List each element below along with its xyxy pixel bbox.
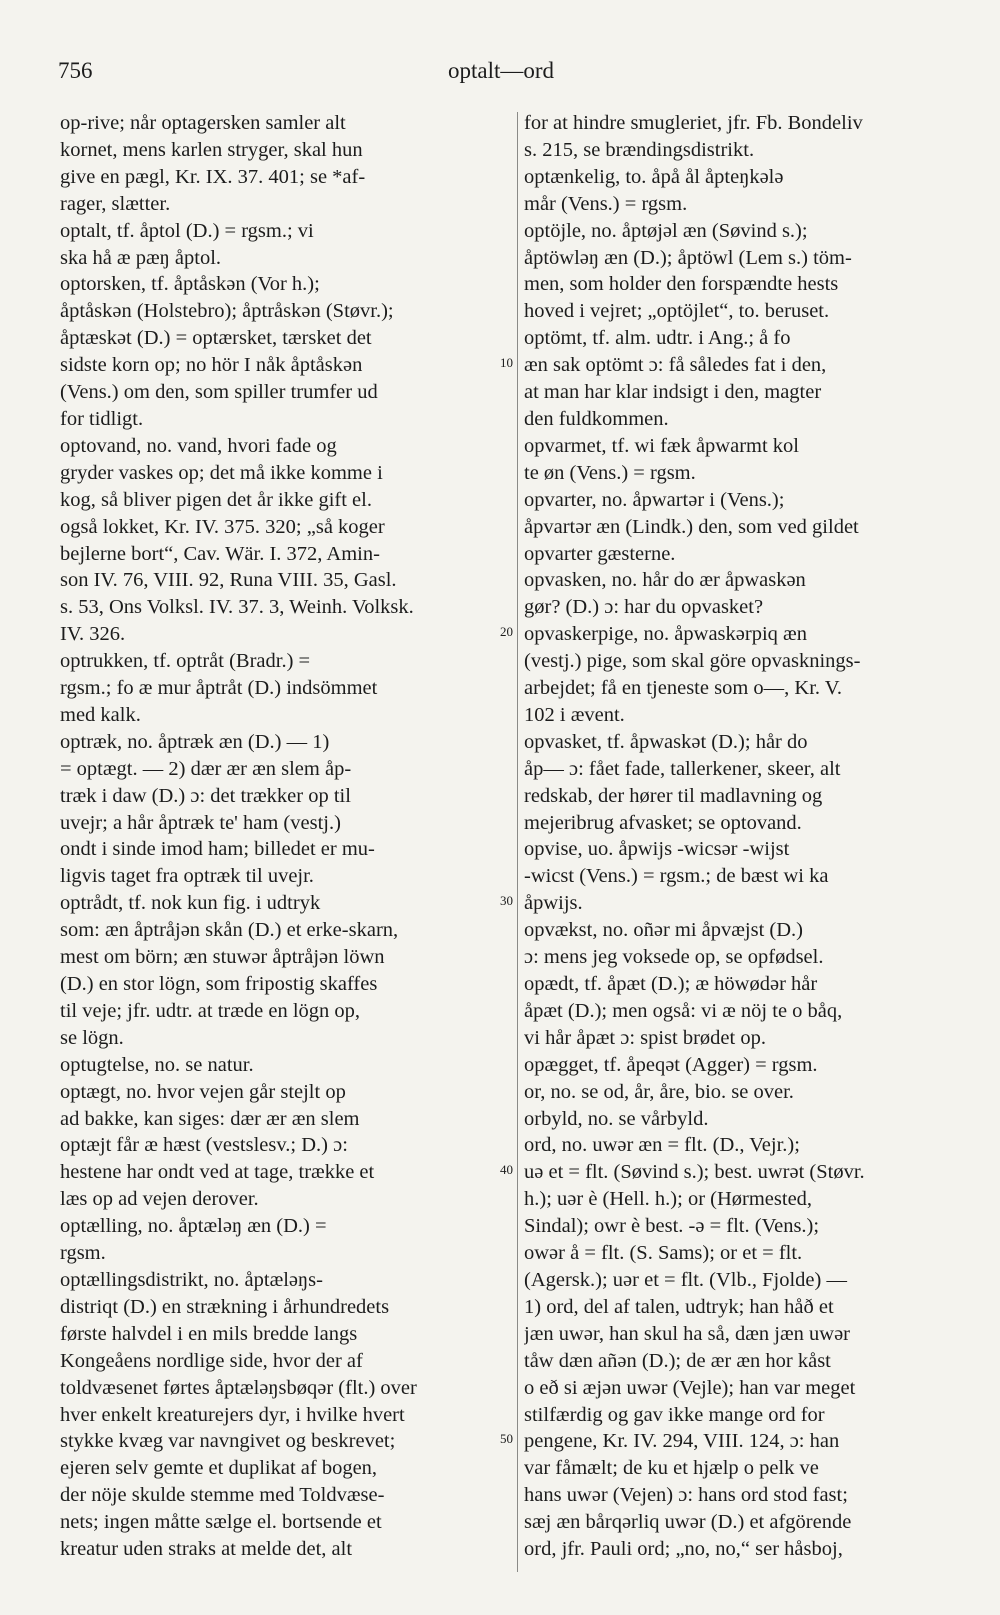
line-number: 20 <box>500 624 513 639</box>
text-line: opvasket, tf. åpwaskət (D.); hår do <box>524 730 808 753</box>
text-line: s. 215, se brændingsdistrikt. <box>524 138 755 161</box>
text-line: optræk, no. åptræk æn (D.) — 1) <box>60 730 330 753</box>
text-line: optömt, tf. alm. udtr. i Ang.; å fo <box>524 327 791 350</box>
text-line: første halvdel i en mils bredde langs <box>60 1322 358 1345</box>
text-line: (D.) en stor lögn, som fripostig skaffes <box>60 973 378 995</box>
page-number: 756 <box>58 58 93 83</box>
text-line: optæjt får æ hæst (vestslesv.; D.) ɔ: <box>60 1134 348 1157</box>
line-number: 10 <box>500 355 513 370</box>
text-line: men, som holder den forspændte hests <box>524 273 839 296</box>
text-line: opvise, uo. åpwijs -wicsər -wijst <box>524 838 790 861</box>
text-line: sæj æn bårqərliq uwər (D.) et afgörende <box>524 1511 852 1534</box>
text-line: (Vens.) om den, som spiller trumfer ud <box>60 381 378 404</box>
text-line: til veje; jfr. udtr. at træde en lögn op, <box>60 999 361 1022</box>
text-line: IV. 326. <box>60 623 126 646</box>
text-line: rgsm.; fo æ mur åptråt (D.) indsömmet <box>60 677 378 700</box>
text-line: 1) ord, del af talen, udtryk; han håð et <box>524 1295 834 1318</box>
text-line: -wicst (Vens.) = rgsm.; de bæst wi ka <box>524 865 829 888</box>
text-line: opædt, tf. åpæt (D.); æ höwødər hår <box>524 973 818 995</box>
text-line: mest om börn; æn stuwər åptråjən löwn <box>60 946 385 969</box>
text-line: at man har klar indsigt i den, magter <box>524 381 822 404</box>
text-line: opægget, tf. åpeqət (Agger) = rgsm. <box>524 1053 818 1076</box>
text-line: rgsm. <box>60 1242 106 1265</box>
text-line: optrådt, tf. nok kun fig. i udtryk <box>60 892 321 915</box>
text-line: uvejr; a hår åptræk te' ham (vestj.) <box>60 811 341 834</box>
text-line: Sindal); owr è best. -ə = flt. (Vens.); <box>524 1215 820 1238</box>
text-line: optælling, no. åptæləŋ æn (D.) = <box>60 1215 327 1238</box>
text-line: opvarter, no. åpwartər i (Vens.); <box>524 488 785 511</box>
text-line: ɔ: mens jeg voksede op, se opfødsel. <box>524 946 824 969</box>
text-line: se lögn. <box>60 1026 124 1049</box>
text-line: æn sak optömt ɔ: få således fat i den, <box>524 354 827 377</box>
line-number: 40 <box>500 1162 513 1177</box>
line-number: 30 <box>500 893 513 908</box>
text-line: ord, no. uwər æn = flt. (D., Vejr.); <box>524 1134 800 1157</box>
text-line: Kongeåens nordlige side, hvor der af <box>60 1349 363 1372</box>
text-line: hoved i vejret; „optöjlet“, to. beruset. <box>524 300 830 323</box>
left-column <box>60 110 515 1563</box>
text-line: o eð si æjən uwər (Vejle); han var meget <box>524 1376 856 1399</box>
text-line: = optægt. — 2) dær ær æn slem åp- <box>60 757 352 780</box>
text-line: opvarter gæsterne. <box>524 542 676 565</box>
text-line: or, no. se od, år, åre, bio. se over. <box>524 1080 794 1103</box>
text-line: stykke kvæg var navngivet og beskrevet; <box>60 1430 396 1453</box>
running-head: optalt—ord <box>448 58 555 83</box>
text-line: 102 i ævent. <box>524 703 625 726</box>
text-line: sidste korn op; no hör I nåk åptåskən <box>60 354 363 377</box>
text-line: optugtelse, no. se natur. <box>60 1053 254 1076</box>
text-line: ad bakke, kan siges: dær ær æn slem <box>60 1107 360 1130</box>
text-line: arbejdet; få en tjeneste som o—, Kr. V. <box>524 677 843 700</box>
text-line: son IV. 76, VIII. 92, Runa VIII. 35, Gasl. <box>60 569 397 592</box>
line-number: 50 <box>500 1431 513 1446</box>
text-line: optrukken, tf. optråt (Bradr.) = <box>60 650 311 673</box>
text-line: bejlerne bort“, Cav. Wär. I. 372, Amin- <box>60 542 380 565</box>
text-line: kreatur uden straks at melde det, alt <box>60 1538 353 1561</box>
text-line: optægt, no. hvor vejen går stejlt op <box>60 1080 346 1103</box>
text-line: optöjle, no. åptøjəl æn (Søvind s.); <box>524 219 808 242</box>
text-line: træk i daw (D.) ɔ: det trækker op til <box>60 784 351 807</box>
text-line: for tidligt. <box>60 407 144 430</box>
text-line: åptæskət (D.) = optærsket, tærsket det <box>60 327 372 350</box>
text-line: åptöwləŋ æn (D.); åptöwl (Lem s.) töm- <box>524 246 852 269</box>
text-line: hestene har ondt ved at tage, trække et <box>60 1161 375 1184</box>
text-line: pengene, Kr. IV. 294, VIII. 124, ɔ: han <box>524 1430 840 1453</box>
text-line: (vestj.) pige, som skal göre opvasknings- <box>524 650 861 673</box>
text-line: redskab, der hører til madlavning og <box>524 784 823 807</box>
text-line: ligvis taget fra optræk til uvejr. <box>60 865 314 888</box>
text-line: give en pægl, Kr. IX. 37. 401; se *af- <box>60 165 366 188</box>
text-line: h.); uər è (Hell. h.); or (Hørmested, <box>524 1188 813 1211</box>
text-line: optællingsdistrikt, no. åptæləŋs- <box>60 1268 323 1291</box>
text-line: ejeren selv gemte et duplikat af bogen, <box>60 1457 378 1480</box>
text-line: uə et = flt. (Søvind s.); best. uwrət (Støvr. <box>524 1161 865 1184</box>
text-line: toldvæsenet førtes åptæləŋsbøqər (flt.) over <box>60 1376 417 1399</box>
text-line: var fåmælt; de ku et hjælp o pelk ve <box>524 1457 819 1480</box>
text-line: også lokket, Kr. IV. 375. 320; „så koger <box>60 515 385 538</box>
text-line: åpæt (D.); men også: vi æ nöj te o båq, <box>524 999 843 1022</box>
text-line: stilfærdig og gav ikke mange ord for <box>524 1403 825 1426</box>
text-line: ondt i sinde imod ham; billedet er mu- <box>60 838 375 861</box>
text-line: kog, så bliver pigen det år ikke gift el. <box>60 488 372 511</box>
column-divider <box>517 112 518 1572</box>
text-line: opvarmet, tf. wi fæk åpwarmt kol <box>524 434 799 457</box>
text-line: åp— ɔ: fået fade, tallerkener, skeer, alt <box>524 757 841 780</box>
text-line: åptåskən (Holstebro); åptråskən (Støvr.); <box>60 300 394 323</box>
text-line: den fuldkommen. <box>524 407 669 430</box>
text-line: hans uwər (Vejen) ɔ: hans ord stod fast; <box>524 1484 848 1507</box>
text-line: gør? (D.) ɔ: har du opvasket? <box>524 596 764 619</box>
text-line: distriqt (D.) en strækning i århundredets <box>60 1295 390 1318</box>
text-line: med kalk. <box>60 703 141 726</box>
text-line: jæn uwər, han skul ha så, dæn jæn uwər <box>524 1322 850 1345</box>
text-line: åpwijs. <box>524 892 583 915</box>
text-line: te øn (Vens.) = rgsm. <box>524 461 696 484</box>
text-line: nets; ingen måtte sælge el. bortsende et <box>60 1511 382 1534</box>
text-line: som: æn åptråjən skån (D.) et erke-skarn, <box>60 919 399 942</box>
right-column <box>524 110 956 1563</box>
text-line: mejeribrug afvasket; se optovand. <box>524 811 802 834</box>
text-line: orbyld, no. se vårbyld. <box>524 1107 709 1130</box>
text-line: owər å = flt. (S. Sams); or et = flt. <box>524 1242 803 1265</box>
text-line: hver enkelt kreaturejers dyr, i hvilke hvert <box>60 1403 405 1426</box>
text-line: optænkelig, to. åpå ål åpteŋkələ <box>524 165 784 188</box>
text-line: vi hår åpæt ɔ: spist brødet op. <box>524 1026 766 1049</box>
text-line: tåw dæn añən (D.); de ær æn hor kåst <box>524 1349 831 1372</box>
text-line: opvaskerpige, no. åpwaskərpiq æn <box>524 623 807 646</box>
text-line: s. 53, Ons Volksl. IV. 37. 3, Weinh. Volksk. <box>60 596 414 619</box>
text-line: gryder vaskes op; det må ikke komme i <box>60 461 383 484</box>
text-line: åpvartər æn (Lindk.) den, som ved gildet <box>524 515 859 538</box>
text-line: opvækst, no. oñər mi åpvæjst (D.) <box>524 919 804 942</box>
text-line: ska hå æ pæŋ åptol. <box>60 246 222 269</box>
text-line: kornet, mens karlen stryger, skal hun <box>60 138 363 161</box>
text-line: opvasken, no. hår do ær åpwaskən <box>524 569 806 592</box>
text-line: ord, jfr. Pauli ord; „no, no,“ ser håsboj, <box>524 1538 843 1561</box>
text-line: optovand, no. vand, hvori fade og <box>60 434 337 457</box>
text-line: mår (Vens.) = rgsm. <box>524 192 688 215</box>
text-line: der nöje skulde stemme med Toldvæse- <box>60 1484 385 1507</box>
text-line: optorsken, tf. åptåskən (Vor h.); <box>60 273 320 296</box>
text-line: læs op ad vejen derover. <box>60 1188 259 1211</box>
text-line: op-rive; når optagersken samler alt <box>60 112 346 134</box>
text-line: for at hindre smugleriet, jfr. Fb. Bondeliv <box>524 112 863 134</box>
text-line: optalt, tf. åptol (D.) = rgsm.; vi <box>60 219 314 242</box>
text-line: (Agersk.); uər et = flt. (Vlb., Fjolde) — <box>524 1268 847 1291</box>
text-line: rager, slætter. <box>60 192 171 215</box>
